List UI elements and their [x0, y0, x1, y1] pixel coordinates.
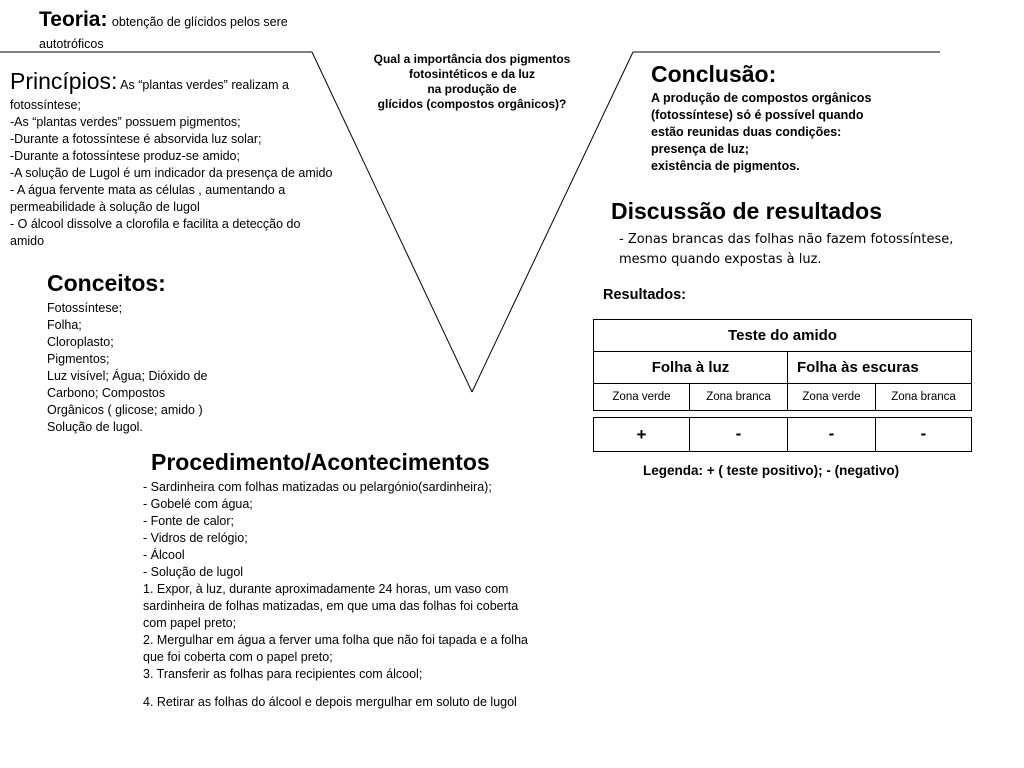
resultados-label: Resultados:	[603, 287, 686, 303]
teoria-text: obtenção de glícidos pelos sere	[111, 15, 288, 29]
results-table-group-row	[593, 351, 972, 384]
discussao-text: - Zonas brancas das folhas não fazem fotossíntese, mesmo quando expostas à luz.	[619, 232, 954, 267]
principios-block	[10, 68, 390, 95]
procedimento-step4: 4. Retirar as folhas do álcool e depois mergulhar em soluto de lugol	[143, 695, 517, 709]
result-cell: -	[735, 424, 742, 443]
zone-cell: Zona verde	[802, 391, 861, 403]
group-folha-escuras: Folha às escuras	[797, 359, 919, 376]
focus-question: Qual a importância dos pigmentos fotosintéticos e da luz na produção de glícidos (compostos orgânicos)?	[373, 52, 571, 111]
results-table-values-row	[593, 417, 972, 452]
principios-list: fotossíntese; -As “plantas verdes” possuem pigmentos; -Durante a fotossíntese é absorvida luz solar; -Durante a fotossíntese produz-se amido; -A solução de Lugol é um indicador da presença de amido - A água fervente mata as células , aumentando a permeabilidade à solução de lugol - O álcool dissolve a clorofila e facilita a detecção do amido	[10, 98, 333, 248]
procedimento-title: Procedimento/Acontecimentos	[151, 449, 490, 475]
zone-cell: Zona branca	[706, 391, 771, 403]
results-table-zone-row	[593, 383, 972, 411]
results-legend: Legenda: + ( teste positivo); - (negativo)	[643, 463, 900, 478]
procedimento-materials: - Sardinheira com folhas matizadas ou pelargónio(sardinheira); - Gobelé com água; - Fonte de calor; - Vidros de relógio; - Álcool - Solução de lugol	[143, 480, 492, 579]
results-table-title: Teste do amido	[728, 327, 837, 344]
teoria-text-line2: autotróficos	[39, 37, 104, 51]
zone-cell: Zona verde	[612, 391, 671, 403]
conceitos-title: Conceitos:	[47, 270, 166, 296]
conclusao-text: A produção de compostos orgânicos (fotossíntese) só é possível quando estão reunidas duas condições: presença de luz; existência de pigmentos.	[651, 91, 872, 173]
principios-first-line: As “plantas verdes” realizam a	[117, 78, 289, 92]
teoria-block	[39, 8, 339, 32]
result-cell: -	[920, 424, 927, 443]
discussao-title: Discussão de resultados	[611, 198, 882, 224]
result-cell: +	[636, 424, 647, 444]
principios-title: Princípios:	[10, 68, 118, 94]
results-table-title-row	[593, 319, 972, 352]
result-cell: -	[828, 424, 835, 443]
procedimento-steps: 1. Expor, à luz, durante aproximadamente 24 horas, um vaso com sardinheira de folhas matizadas, em que uma das folhas foi coberta com papel preto; 2. Mergulhar em água a ferver uma folha que não foi tapada e a folha que foi coberta com o papel preto; 3. Transferir as folhas para recipientes com álcool;	[143, 582, 528, 681]
conclusao-title: Conclusão:	[651, 61, 777, 87]
zone-cell: Zona branca	[891, 391, 956, 403]
teoria-title: Teoria:	[39, 8, 108, 31]
group-folha-luz: Folha à luz	[651, 359, 730, 376]
conceitos-list: Fotossíntese; Folha; Cloroplasto; Pigmentos; Luz visível; Água; Dióxido de Carbono; Compostos Orgânicos ( glicose; amido ) Solução de lugol.	[47, 301, 208, 434]
